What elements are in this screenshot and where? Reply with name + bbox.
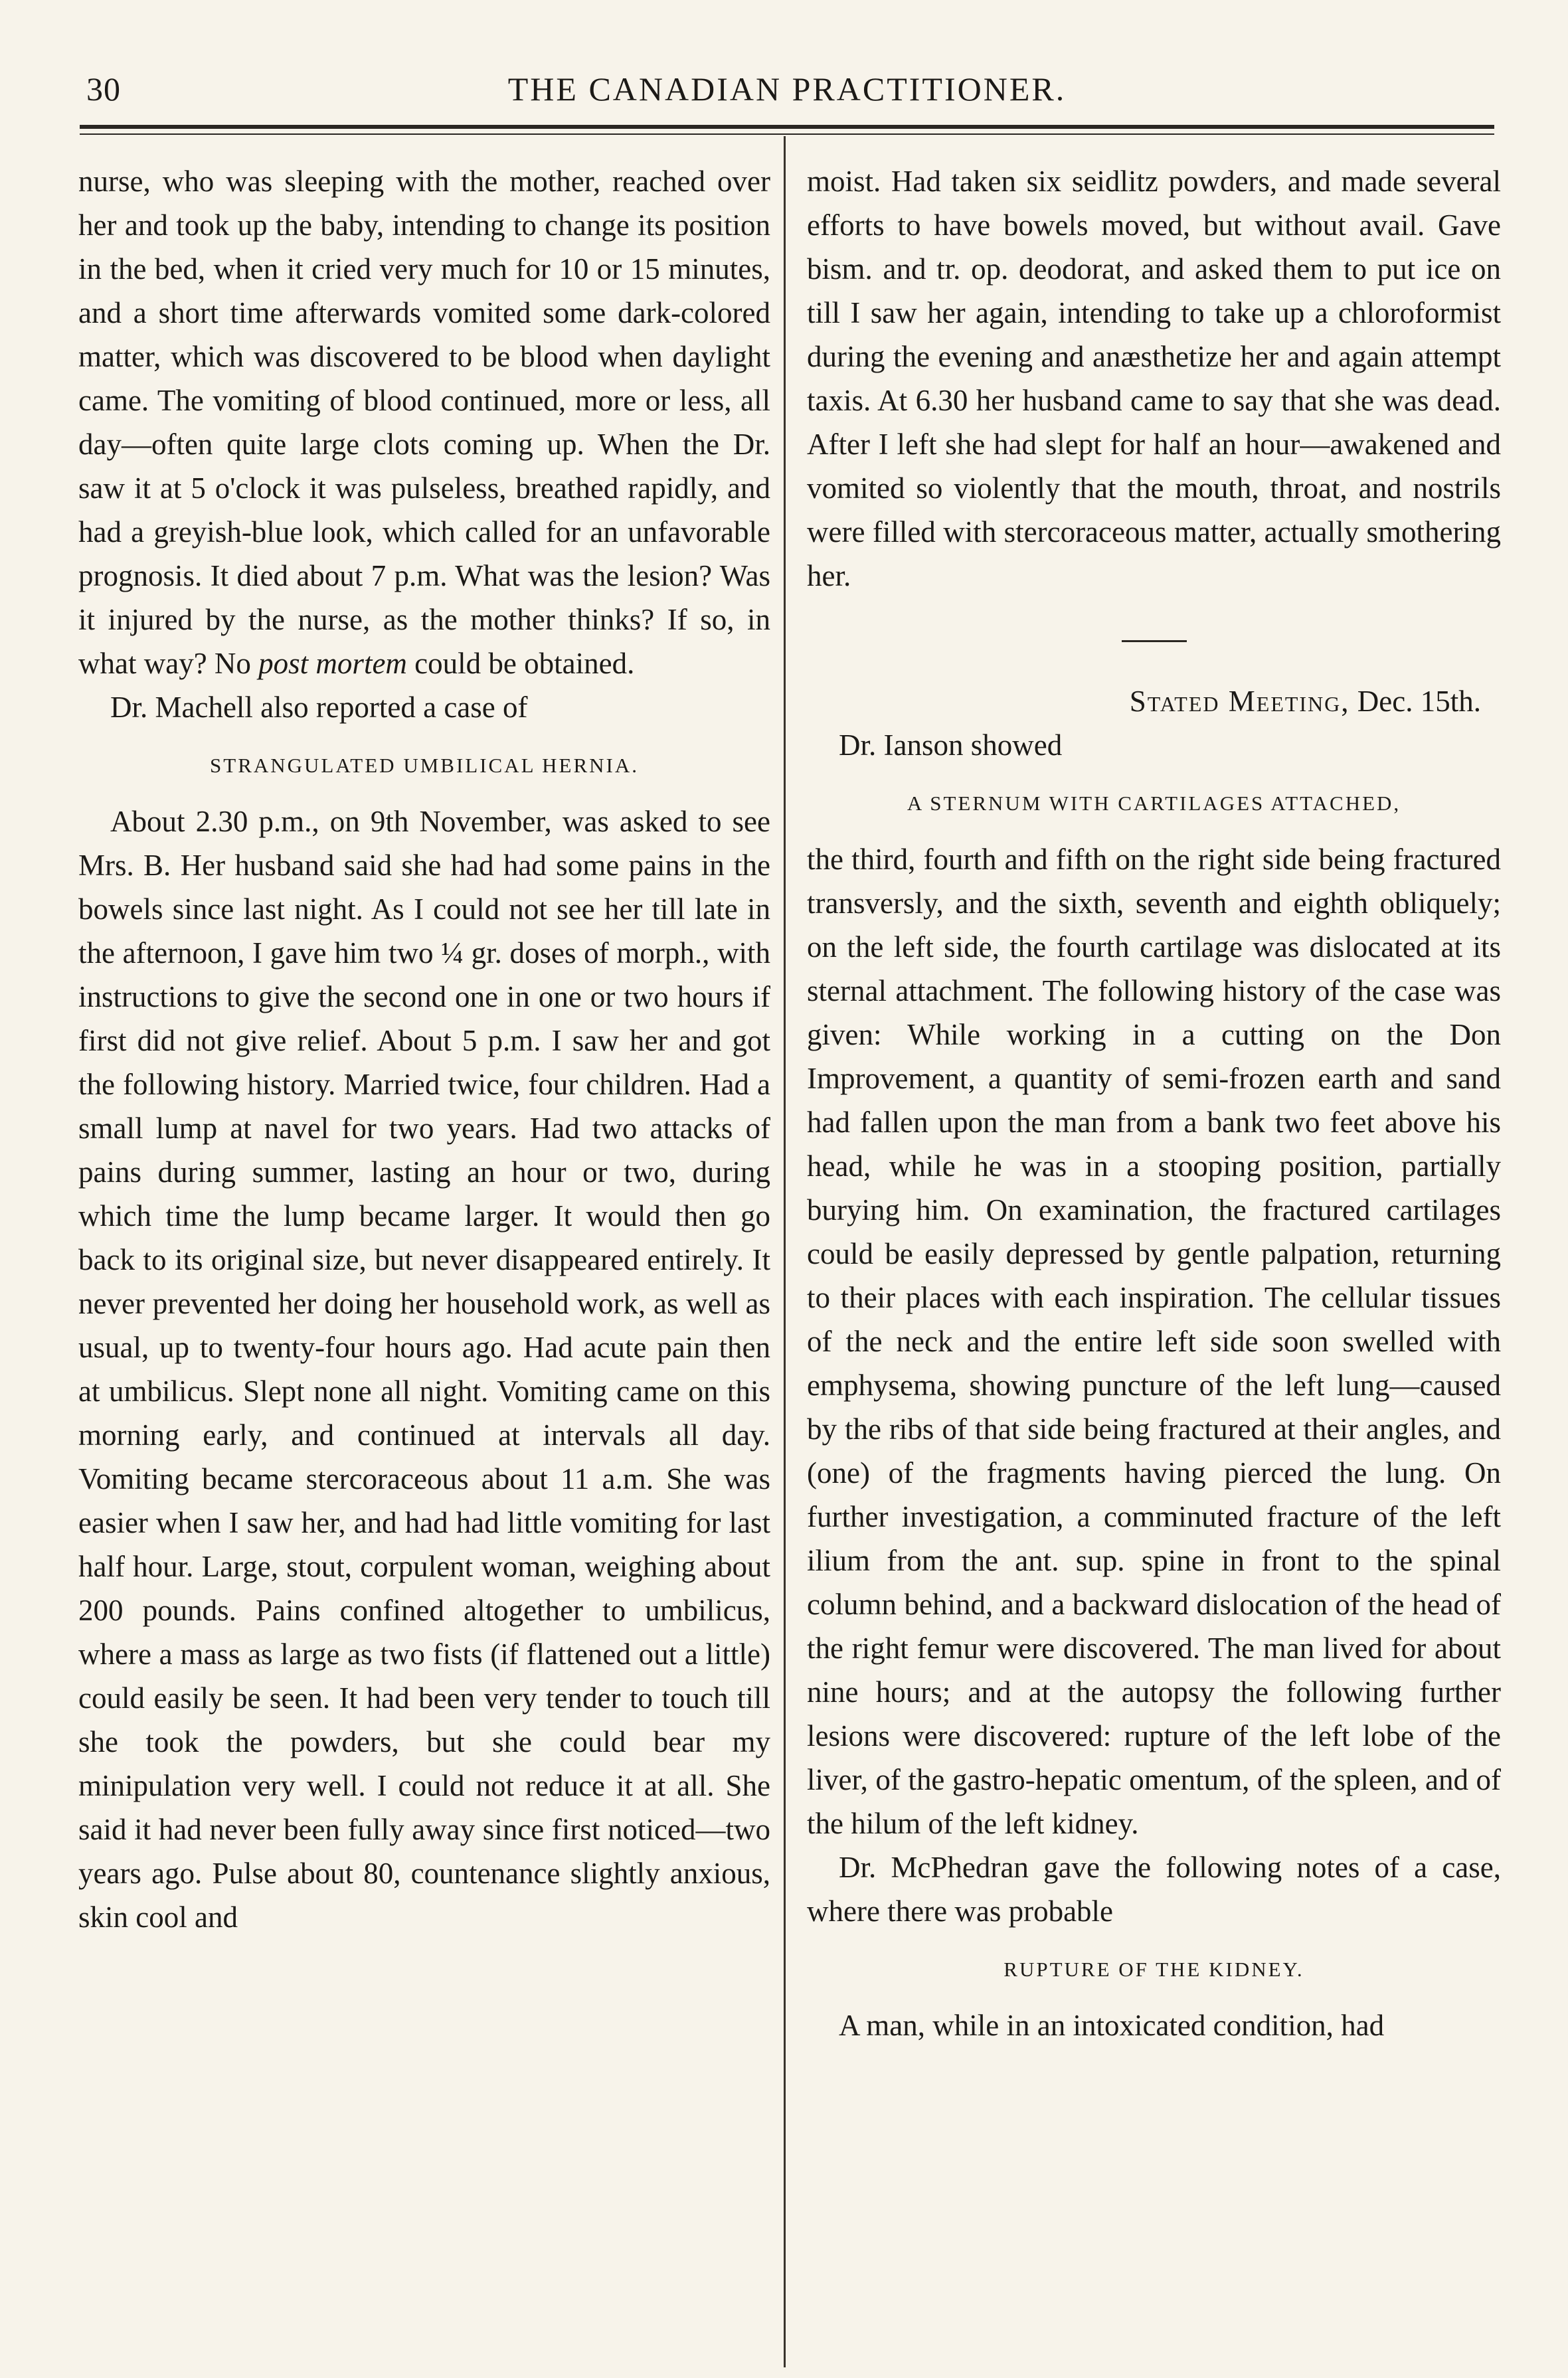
section-heading-hernia: STRANGULATED UMBILICAL HERNIA. [210, 754, 639, 777]
section-heading-sternum: A STERNUM WITH CARTILAGES ATTACHED, [907, 792, 1401, 815]
page-header [80, 63, 1494, 116]
right-column [807, 159, 1501, 2047]
left-paragraph-3: About 2.30 p.m., on 9th November, was asked to see Mrs. B. Her husband said she had had some pains in the bowels since last night. As I could not see her till late in the afternoon, I gave him two ¼ gr. doses of morph., with instructions to give the second one in one or two hours if first did not give relief. About 5 p.m. I saw her and got the following history. Married twice, four children. Had a small lump at navel for two years. Had two attacks of pains during summer, lasting an hour or two, during which time the lump became larger. It would then go back to its original size, but never disappeared entirely. It never prevented her doing her household work, as well as usual, up to twenty-four hours ago. Had acute pain then at umbilicus. Slept none all night. Vomiting came on this morning early, and continued at intervals all day. Vomiting became stercoraceous about 11 a.m. She was easier when I saw her, and had had little vomiting for last half hour. Large, stout, corpulent woman, weighing about 200 pounds. Pains confined altogether to umbilicus, where a mass as large as two fists (if flattened out a little) could easily be seen. It had been very tender to touch till she took the powders, but she could bear my minipulation very well. I could not reduce it at all. She said it had never been fully away since first noticed—two years ago. Pulse about 80, countenance slightly anxious, skin cool and [78, 805, 770, 1934]
meeting-line [807, 679, 1501, 723]
meeting-date: Dec. 15th. [1357, 685, 1481, 718]
left-paragraph-1 [78, 159, 770, 685]
right-paragraph-2: Dr. Ianson showed [839, 728, 1063, 762]
right-paragraph-1: moist. Had taken six seidlitz powders, and made several efforts to have bowels moved, but without avail. Gave bism. and tr. op. deodorat, and asked them to put ice on till I saw her again, intending to take up a chloroformist during the evening and anæsthetize her and again attempt taxis. At 6.30 her husband came to say that she was dead. After I left she had slept for half an hour—awakened and vomited so violently that the mouth, throat, and nostrils were filled with stercoraceous matter, actually smothering her. [807, 165, 1501, 592]
running-title: THE CANADIAN PRACTITIONER. [507, 70, 1067, 108]
section-heading-kidney: RUPTURE OF THE KIDNEY. [1003, 1958, 1304, 1981]
meeting-label: Stated Meeting, [1129, 685, 1350, 718]
right-paragraph-5: A man, while in an intoxicated condition, had [839, 2009, 1385, 2042]
left-paragraph-1-text: nurse, who was sleeping with the mother, reached over her and took up the baby, intending to change its position in the bed, when it cried very much for 10 or 15 minutes, and a short time afterwards vomited some dark-colored matter, which was discovered to be blood when daylight came. The vomiting of blood continued, more or less, all day—often quite large clots coming up. When the Dr. saw it at 5 o'clock it was pulseless, breathed rapidly, and had a greyish-blue look, which called for an unfavorable prognosis. It died about 7 p.m. What was the lesion? Was it injured by the nurse, as the mother thinks? If so, in what way? [78, 165, 770, 680]
left-column [78, 159, 770, 1939]
left-paragraph-1-no: No [214, 647, 251, 680]
right-paragraph-4: Dr. McPhedran gave the following notes of a case, where there was probable [807, 1851, 1501, 1928]
page-number: 30 [86, 70, 121, 108]
right-paragraph-3: the third, fourth and fifth on the right side being fractured transversly, and the sixth, seventh and eighth obliquely; on the left side, the fourth cartilage was dislocated at its sternal attachment. The following history of the case was given: While working in a cutting on the Don Improvement, a quantity of semi-frozen earth and sand had fallen upon the man from a bank two feet above his head, while he was in a stooping position, partially burying him. On examination, the fractured cartilages could be easily depressed by gentle palpation, returning to their places with each inspiration. The cellular tissues of the neck and the entire left side soon swelled with emphysema, showing puncture of the left lung—caused by the ribs of that side being fractured at their angles, and (one) of the fragments having pierced the lung. On further investigation, a comminuted fracture of the left ilium from the ant. sup. spine in front to the spinal column behind, and a backward dislocation of the head of the right femur were discovered. The man lived for about nine hours; and at the autopsy the following further lesions were discovered: rupture of the left lobe of the liver, of the gastro-hepatic omentum, of the spleen, and of the hilum of the left kidney. [807, 843, 1501, 1840]
left-paragraph-2: Dr. Machell also reported a case of [110, 691, 528, 724]
post-mortem-italic: post mortem [258, 647, 407, 680]
header-rule-thick [80, 125, 1494, 129]
header-rule-thin [80, 133, 1494, 135]
left-paragraph-1-end: could be obtained. [414, 647, 635, 680]
section-separator [1122, 640, 1187, 642]
column-divider [784, 136, 786, 2367]
